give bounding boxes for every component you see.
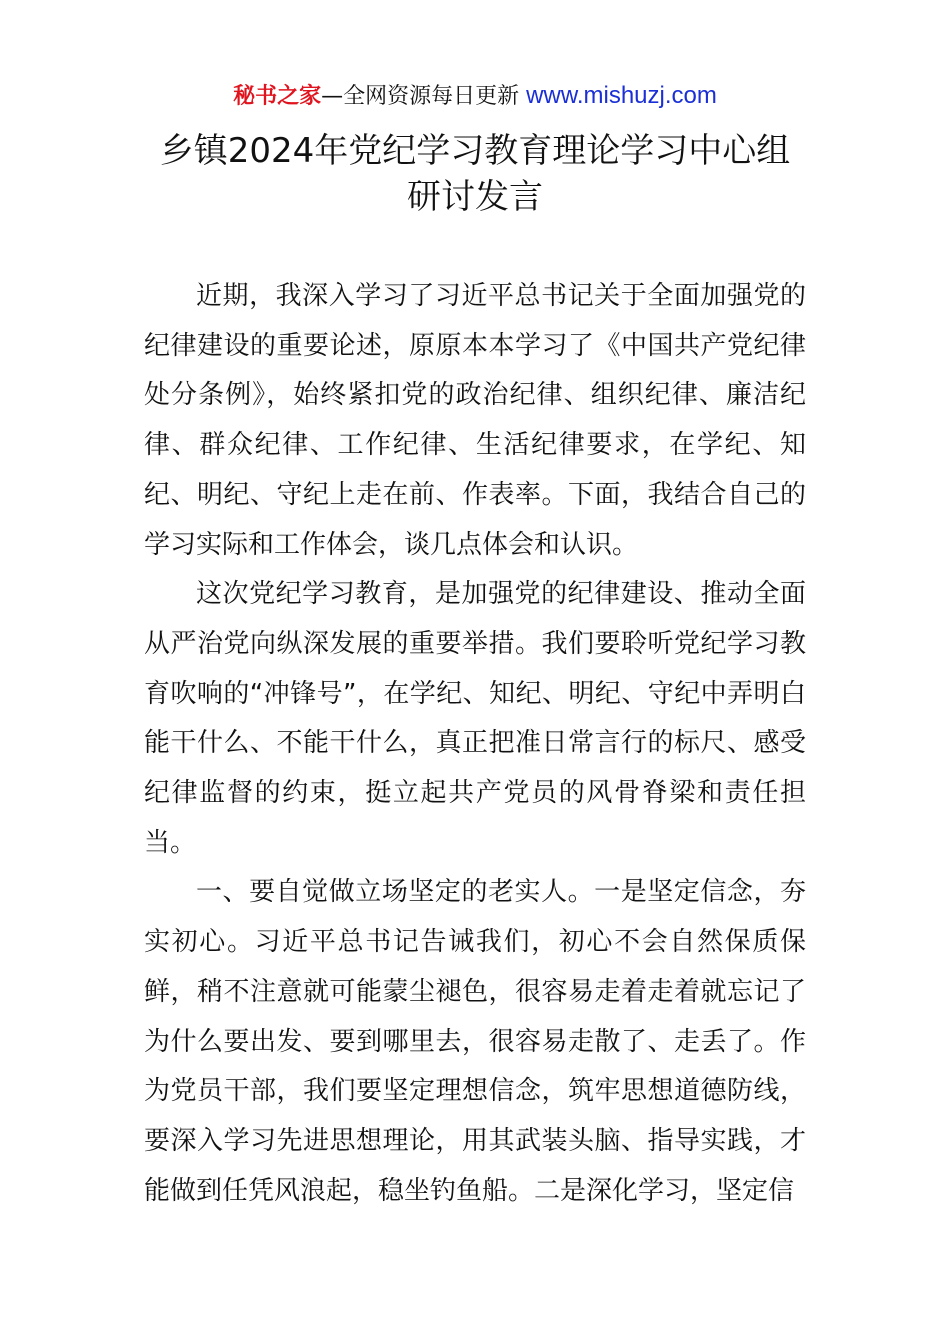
site-brand: 秘书之家 bbox=[233, 84, 322, 109]
site-url-link[interactable]: www.mishuzj.com bbox=[526, 82, 717, 109]
document-title bbox=[120, 128, 830, 220]
site-tagline: —全网资源每日更新 bbox=[321, 84, 520, 109]
title-line-1: 乡镇2024年党纪学习教育理论学习中心组 bbox=[159, 131, 791, 171]
paragraph-section-one: 一、要自觉做立场坚定的老实人。一是坚定信念，夯实初心。习近平总书记告诫我们，初心不会自然保质保鲜，稍不注意就可能蒙尘褪色，很容易走着走着就忘记了为什么要出发、要到哪里去，很容易走散了、走丢了。作为党员干部，我们要坚定理想信念，筑牢思想道德防线，要深入学习先进思想理论，用其武装头脑、指导实践，才能做到任凭风浪起，稳坐钓鱼船。二是深化学习，坚定信 bbox=[144, 877, 806, 1206]
paragraph-intro: 近期，我深入学习了习近平总书记关于全面加强党的纪律建设的重要论述，原原本本学习了《中国共产党纪律处分条例》，始终紧扣党的政治纪律、组织纪律、廉洁纪律、群众纪律、工作纪律、生活纪律要求，在学纪、知纪、明纪、守纪上走在前、作表率。下面，我结合自己的学习实际和工作体会，谈几点体会和认识。 bbox=[144, 281, 806, 560]
title-line-2: 研讨发言 bbox=[407, 177, 543, 217]
paragraph-significance: 这次党纪学习教育，是加强党的纪律建设、推动全面从严治党向纵深发展的重要举措。我们要聆听党纪学习教育吹响的“冲锋号”，在学纪、知纪、明纪、守纪中弄明白能干什么、不能干什么，真正把准日常言行的标尺、感受纪律监督的约束，挺立起共产党员的风骨脊梁和责任担当。 bbox=[144, 579, 806, 858]
document-body bbox=[144, 272, 806, 1216]
site-header bbox=[0, 80, 950, 113]
